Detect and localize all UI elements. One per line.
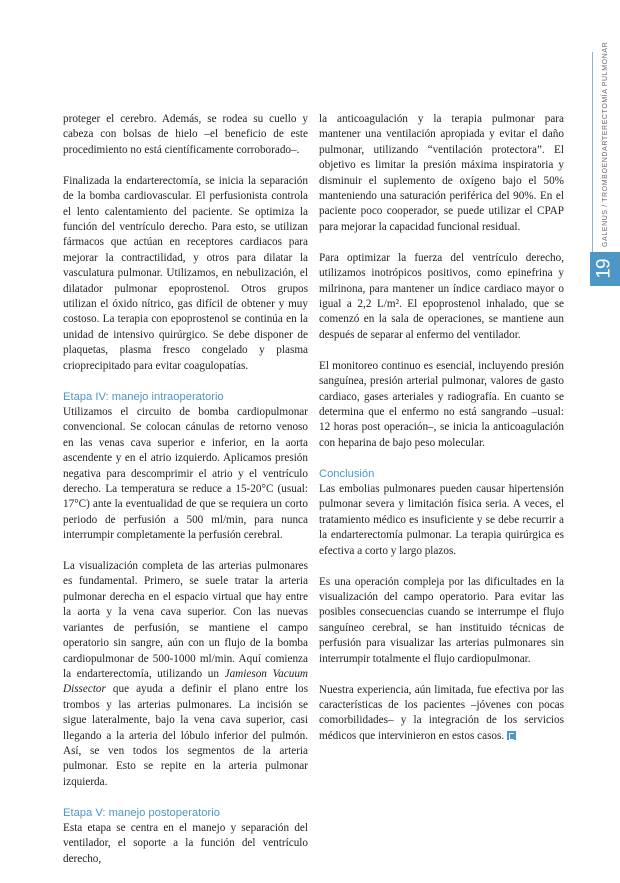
paragraph — [63, 559, 308, 790]
section-heading: Conclusión — [319, 467, 375, 480]
left-column — [63, 112, 308, 883]
paragraph: la anticoagulación y la terapia pulmonar para mantener una ventilación apropiada y evitar el daño pulmonar, utilizando “ventilación protectora”. El objetivo es limitar la presión máxima inspiratoria y disminuir el suplemento de oxígeno bajo el 50% manteniendo una saturación periférica del 90%. En el paciente poco cooperador, se puede utilizar el CPAP para mejorar la capacidad funcional residual. — [319, 113, 564, 233]
paragraph — [319, 683, 564, 745]
paragraph-text: Nuestra experiencia, aún limitada, fue efectiva por las características de los pacientes –jóvenes con pocas comorbilidades– y la integración de los servicios médicos que intervinieron en estos casos. — [319, 683, 564, 742]
page-number-tab — [590, 252, 620, 286]
section-heading: Etapa IV: manejo intraoperatorio — [63, 390, 224, 403]
right-column — [319, 112, 564, 760]
device-name: Jamieson Vacuum Dissector — [63, 667, 308, 696]
paragraph: proteger el cerebro. Además, se rodea su cuello y cabeza con bolsas de hielo –el beneficio de este procedimiento no está científicamente corroborado–. — [63, 113, 308, 156]
page-number: 19 — [593, 259, 615, 279]
paragraph-text: La visualización completa de las arterias pulmonares es fundamental. Primero, se suele tratar la arteria pulmonar derecha en el espacio virtual que hay entre la aorta y la vena cava superior. Con las nuevas variantes de perfusión, se mantiene el campo operatorio sin sangre, aún con un flujo de la bomba cardiopulmonar de 500-1000 ml/min. Aquí comienza la endarterectomía, utilizando un — [63, 560, 308, 680]
paragraph: El monitoreo continuo es esencial, incluyendo presión sanguínea, presión arterial pulmonar, valores de gasto cardiaco, gases arteriales y radiografía. En cuanto se determina que el enfermo no está sangrando –usual: 12 horas post operación–, se inicia la anticoagulación con heparina de bajo peso molecular. — [319, 359, 564, 449]
section-heading: Etapa V: manejo postoperatorio — [63, 806, 220, 819]
paragraph: Es una operación compleja por las dificultades en la visualización del campo operatorio. Para evitar las posibles consecuencias cuando se interrumpe el flujo sanguíneo cerebral, se han instituido técnicas de perfusión para visualizar las arterias pulmonares sin interrumpir totalmente el flujo cardiopulmonar. — [319, 575, 564, 665]
sidebar-rule — [592, 52, 593, 252]
galenus-end-mark-icon — [507, 731, 516, 740]
paragraph: Para optimizar la fuerza del ventrículo derecho, utilizamos inotrópicos positivos, como epinefrina y milrinona, para mantener un índice cardiaco mayor o igual a 2,2 L/m². El epoprostenol inhalado, que se comenzó en la sala de operaciones, se mantiene aun después de separar al enfermo del ventilador. — [319, 251, 564, 341]
paragraph: Utilizamos el circuito de bomba cardiopulmonar convencional. Se colocan cánulas de retorno venoso en las venas cava superior e inferior, en la aorta ascendente y en el atrio izquierdo. Aplicamos presión negativa para descomprimir el atrio y el ventrículo derecho. La temperatura se reduce a 15-20°C (usual: 17°C) ante la eventualidad de que se requiera un corto periodo de perfusión a 500 ml/min, para nunca interrumpir completamente la perfusión cerebral. — [63, 405, 308, 542]
paragraph: Esta etapa se centra en el manejo y separación del ventilador, el soporte a la función del ventrículo derecho, — [63, 822, 308, 865]
paragraph: Las embolias pulmonares pueden causar hipertensión pulmonar severa y limitación física seria. A veces, el tratamiento médico es insuficiente y se debe recurrir a la endarterectomía pulmonar. La terapia quirúrgica es efectiva a corto y largo plazos. — [319, 483, 564, 557]
paragraph-text: que ayuda a definir el plano entre los trombos y las arterias pulmonares. La incisión se sigue lateralmente, bajo la vena cava superior, casi llegando a la arteria del lóbulo inferior del pulmón. Así, se ven todos los segmentos de la arteria pulmonar. Esto se repite en la arteria pulmonar izquierda. — [63, 683, 308, 788]
running-title: GALENUS / TROMBOENDARTERECTOMÍA PULMONAR — [602, 41, 609, 247]
paragraph: Finalizada la endarterectomía, se inicia la separación de la bomba cardiovascular. El perfusionista controla el lento calentamiento del paciente. Se optimiza la función del ventrículo derecho. Para esto, se utilizan fármacos que actúan en receptores cardiacos para mejorar la contractilidad, y otros para dilatar la vasculatura pulmonar. Utilizamos, en nebulización, el dilatador pulmonar epoprostenol. Otros grupos utilizan el óxido nítrico, gas difícil de obtener y muy costoso. La terapia con epoprostenol se continúa en la unidad de intensivo quirúrgico. Se debe disponer de plaquetas, plasma fresco congelado y plasma crioprecipitado para evitar coagulopatías. — [63, 174, 308, 372]
